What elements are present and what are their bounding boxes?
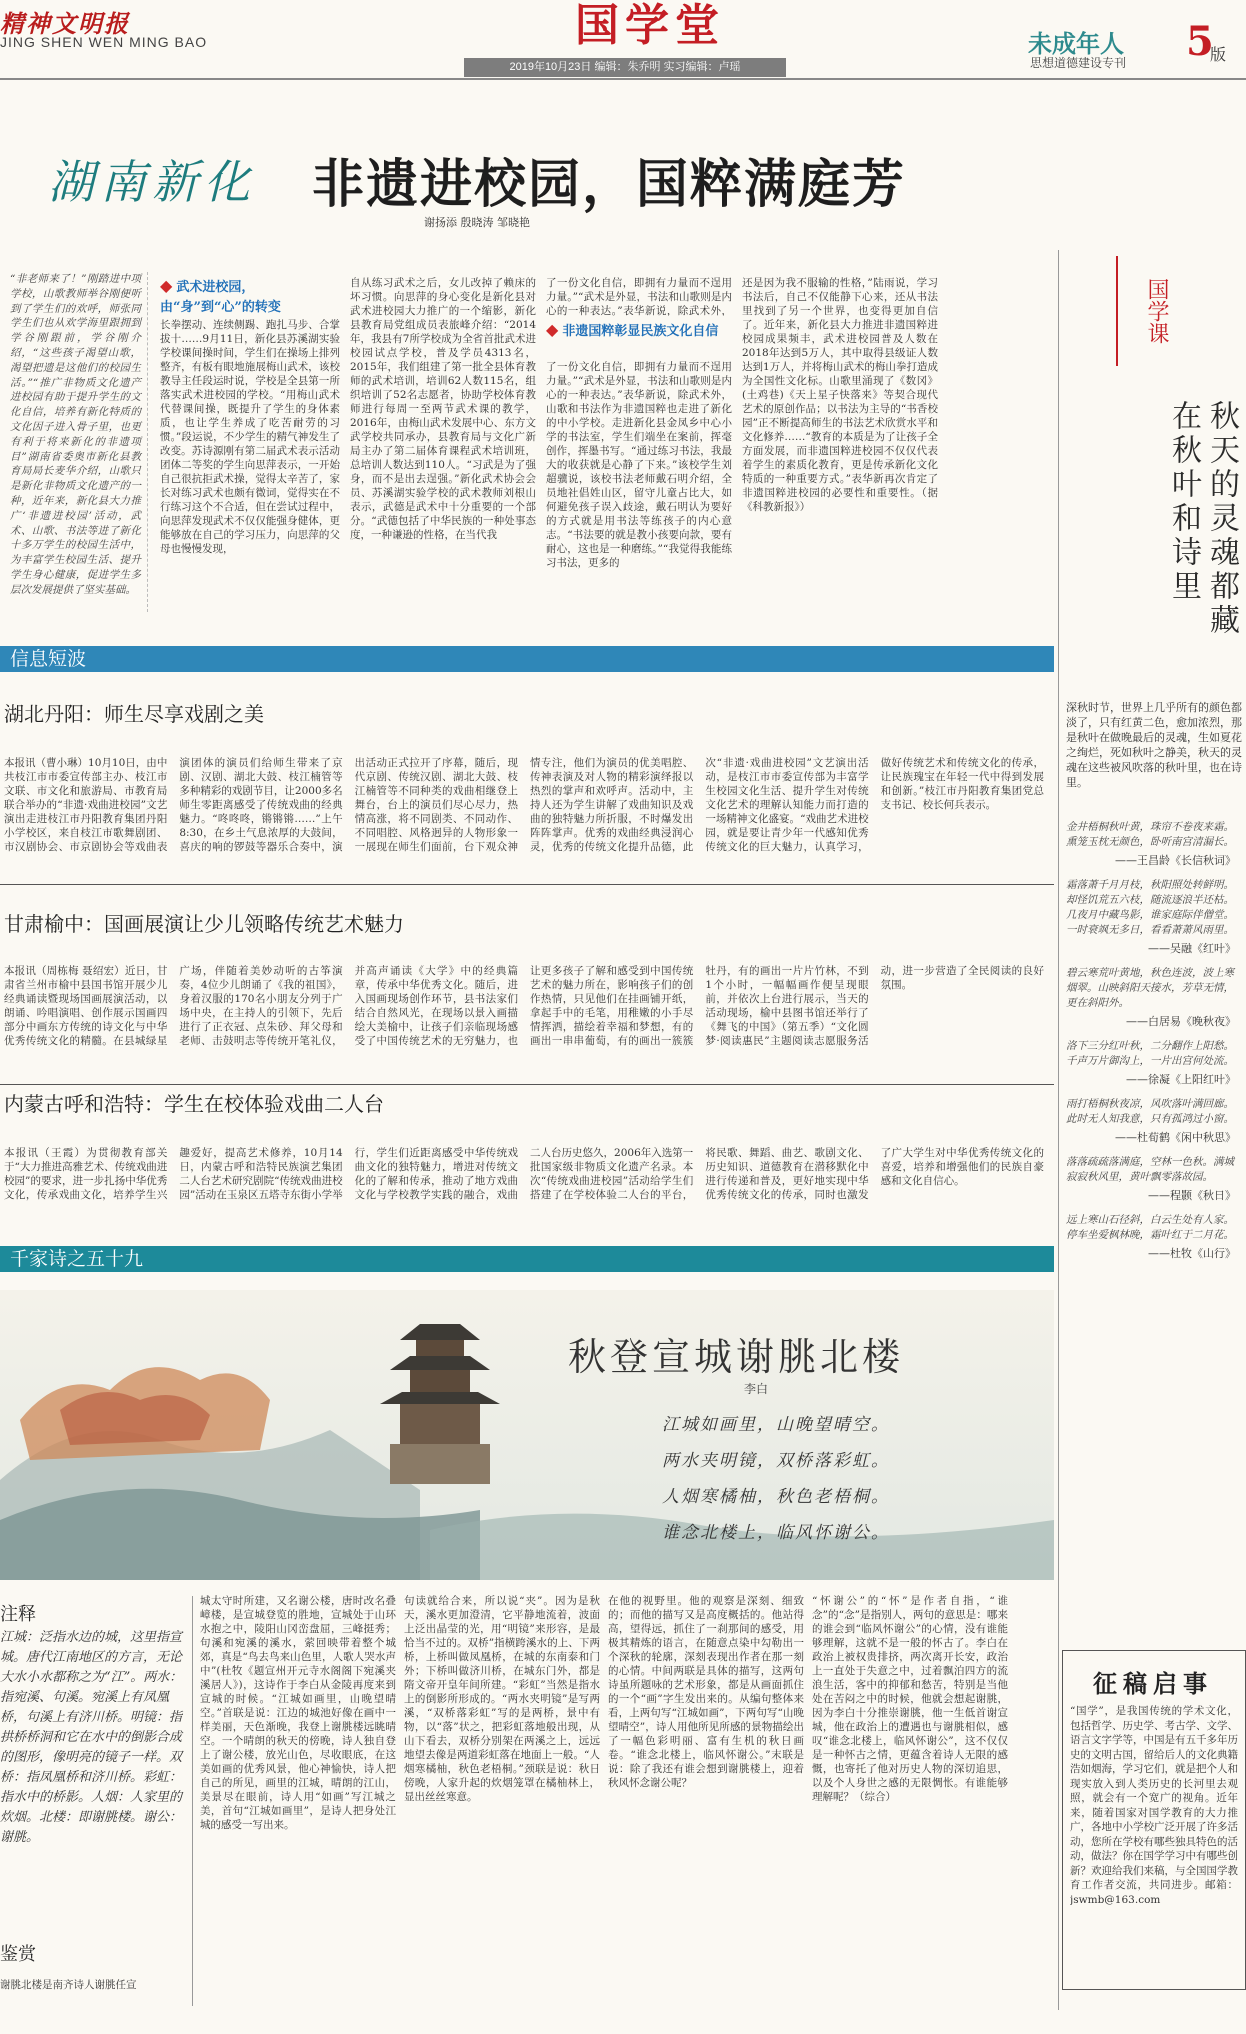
headline-main: 非遗进校园，国粹满庭芳 — [312, 154, 907, 215]
excerpt-item — [1066, 878, 1242, 956]
article-column-4: 还是因为我不服输的性格，”陆雨说，学习书法后，自己不仅能静下心来，还从书法里找到了另一个世界，也变得更加自信了。近年来，新化县大力推进非遗国粹进校园成果频丰，武术进校园普及人数在2018年达到5万人，其中取得县级证人数达到1万人，并将梅山武术的梅山拳打造成为全国性文化标。山歌里涌现了《数冈》(土鸡巷)《天上星子快落来》等契合现代艺术的原创作品；以书法为主导的“书香校园”正不断提高师生的书法艺术欣赏水平和文化修养……“教育的本质是为了让孩子全方面发展，而非遗国粹进校园不仅仅代表着学生的素质化教育，更是传承新化文化特质的一种重要方式。”表华新再次肯定了非遗国粹进校园的必要性和重要性。（据《科教新报》） — [742, 277, 938, 513]
call-for-papers-body: “国学”，是我国传统的学术文化，包括哲学、历史学、考古学、文学、语言文字学等，中国是有五千多年历史的文明古国，留给后人的文化典籍浩如烟海，学习它们，就是把个人和现实放入到人类历史的长河里去观照，就会有一个宽广的视角。近年来，随着国家对国学教育的大力推广，各地中小学校广泛开展了许多活动，您所在学校有哪些独具特色的活动，做法？你在国学学习中有哪些创新？欢迎给我们来稿，与全国国学教育工作者交流，共同进步。邮箱：jswmb@163.com — [1070, 1705, 1238, 1906]
news-title-gansu: 甘肃榆中：国画展演让少儿领略传统艺术魅力 — [4, 912, 404, 936]
news-body-gansu: 本报讯（周栋梅 聂绍宏）近日，甘肃省兰州市榆中县国书馆开展少儿经典诵读暨现场国画展演活动，以朗诵、吟唱演唱、创作展示国画四部分中画东方传统的诗文化与中华优秀传统文化的精髓。在县城绿星广场，伴随着美妙动听的古筝演奏，4位少儿朗诵了《我的祖国》，身着汉服的170名小朋友分列于广场中央，在主持人的引领下，先后进行了正衣冠、点朱砂、拜父母和老师、击鼓明志等传统开笔礼仪，并高声诵读《大学》中的经典篇章，传承中华优秀文化。随后，进入国画现场创作环节，县书法家们结合自然风光，在现场以景入画描绘大美榆中，让孩子们亲临现场感受了中国传统艺术的无穷魅力，也让更多孩子了解和感受到中国传统艺术的魅力所在，影响孩子们的创作热情，只见他们在挂画铺开纸，拿起手中的毛笔，用稚嫩的小手尽情挥洒，描绘着幸福和梦想，有的画出一串串葡萄，有的画出一簇簇牡丹，有的画出一片片竹林，不到1个小时，一幅幅画作便呈现眼前，并依次上台进行展示，当天的活动现场，榆中县图书馆还举行了《舞飞的中国》（第五季）“文化圆梦·阅读惠民”主题阅读志愿服务活动，进一步营造了全民阅读的良好氛围。 — [4, 965, 1044, 1047]
subhead-wushu — [160, 276, 340, 316]
article-column-1: 长拳摆动、连续侧踢、跑扎马步、合掌拔十……9月11日，新化县苏溪湖实验学校课间操时间，学生们在操场上排列整齐，有板有眼地施展梅山武术，该校教导主任段运时说，学校是全县第一所落实武术进校园的学校。“用梅山武术代替课间操，既提升了学生的身体素质，也让学生养成了吃苦耐劳的习惯。”段运说，不少学生的精气神发生了改变。苏诗源刚有第二届武术表示活动团体二等奖的学生向思萍表示，一开始自己很抗拒武术操，觉得太辛苦了，家长对练习武术也颇有微词，觉得实在不行练习这个不合适，但在尝试过程中，向思萍发现武术不仅仅能强身健体，更能够放在自己的学习压力，向思萍的父母也慢慢发现， — [160, 319, 340, 555]
poem-line: 江城如画里，山晚望晴空。 — [662, 1415, 890, 1435]
notes-heading: 注释 — [0, 1604, 36, 1625]
news-title-hubei: 湖北丹阳：师生尽享戏剧之美 — [4, 702, 264, 726]
headline-location: 湖南新化 — [48, 155, 256, 209]
excerpt-source: ——程颢《秋日》 — [1148, 1189, 1236, 1202]
byline: 谢扬添 殷晓涛 邹晓艳 — [424, 216, 530, 229]
excerpt-item — [1066, 966, 1242, 1029]
page-number: 5 — [1186, 18, 1214, 65]
news-body-hubei: 本报讯（曹小琳）10月10日，由中共枝江市市委宣传部主办、枝江市文联、市文化和旅游局、市教育局联合举办的“非遗·戏曲进校园”文艺演出走进枝江市丹阳教育集团丹阳小学校区，来自枝江市歌舞剧团、市汉剧协会、市京剧协会等戏曲表演团体的演员们给师生带来了京剧、汉剧、湖北大鼓、枝江楠管等多种精彩的戏剧节目，让2000多名师生零距离感受了传统戏曲的经典魅力。“咚咚咚，锵锵锵……”上午8:30，在乡土气息浓厚的大鼓间，喜庆的响的锣鼓等器乐合奏中，演出活动正式拉开了序幕，随后，现代京剧、传统汉剧、湖北大鼓、枝江楠管等不同种类的戏曲相继登上舞台，台上的演员们尽心尽力，热情高涨，将不同剧类、不同动作、不同唱腔、风格迥异的人物形象一一展现在师生们面前，台下观众神情专注，他们为演员的优美唱腔、传神表演及对人物的精彩演绎报以热烈的掌声和欢呼声。活动中，主持人还为学生讲解了戏曲知识及戏曲的独特魅力所折服，不时爆发出阵阵掌声。优秀的戏曲经典浸润心灵，优秀的传统文化提升品德，此次“非遗·戏曲进校园”文艺演出活动，是枝江市市委宣传部为丰富学生校园文化生活、提升学生对传统文化艺术的理解认知能力而打造的一场精神文化盛宴。“戏曲艺术进校园，就是要让青少年一代感知优秀传统文化的巨大魅力，认真学习，做好传统艺术和传统文化的传承，让民族瑰宝在年轻一代中得到发展和创新。”枝江市丹阳教育集团党总支书记、校长何兵表示。 — [4, 757, 1044, 853]
column-divider — [192, 1596, 193, 2006]
appreciation-heading: 鉴赏 — [0, 1944, 36, 1965]
poem-line: 两水夹明镜，双桥落彩虹。 — [662, 1451, 890, 1471]
excerpt-source: ——白居易《晚秋夜》 — [1126, 1015, 1236, 1028]
excerpt-text: 金井梧桐秋叶黄，珠帘不卷夜来霜。熏笼玉枕无颜色，卧听南宫清漏长。 — [1066, 821, 1234, 848]
divider — [0, 884, 1054, 885]
excerpt-source: ——杜牧《山行》 — [1148, 1247, 1236, 1260]
poem-line: 人烟寒橘柚，秋色老梧桐。 — [662, 1487, 890, 1507]
excerpt-text: 远上寒山石径斜，白云生处有人家。停车坐爱枫林晚，霜叶红于二月花。 — [1066, 1214, 1234, 1241]
guoxueke-badge: 国学课 — [1116, 256, 1168, 366]
excerpt-text: 碧云寒荒叶黄地，秋色连波，波上寒烟翠。山映斜阳天接水，芳草无情，更在斜阳外。 — [1066, 967, 1234, 1009]
news-body-neimeng: 本报讯（王霞）为贯彻教育部关于“大力推进高雅艺术、传统戏曲进校园”的要求，进一步扎扬中华优秀文化，传承戏曲文化，培养学生兴趣爱好，提高艺术修养，10月14日，内蒙古呼和浩特民族演艺集团二人台艺术研究剧院“传统戏曲进校园”活动在玉泉区五塔寺东街小学举行，学生们近距离感受中华传统戏曲文化的独特魅力，增进对传统文化的了解和传承，推动了地方戏曲文化与学校教学实践的融合，戏曲二人台历史悠久，2006年入选第一批国家级非物质文化遗产名录。本次“传统戏曲进校园”活动给学生们搭建了在学校体验二人台的平台，将民歌、舞蹈、曲艺、歌剧文化、历史知识、道德教育在潜移默化中进行传递和普及，更好地实现中华优秀传统文化的传承，同时也激发了广大学生对中华优秀传统文化的喜爱，培养和增强他们的民族自豪感和文化自信心。 — [4, 1147, 1044, 1201]
appreciation-column-4: “怀谢公”的“怀”是作者自指，“谁念”的“念”是指别人，两句的意思是：哪来的谁会到“临风怀谢公”的心情，没有谁能够理解，这就不是一般的怀古了。李白在政治上被权贵排挤，两次离开长安，政治上一直处于失意之中，过着飘泊四方的流浪生活，客中的抑郁和愁苦，特别是当他处在苦闷之中的时候，他就会想起谢朓，因为李白十分推崇谢朓，他一生低首谢宣城，他在政治上的遭遇也与谢朓相似，感叹“谁念北楼上，临风怀谢公”，这不仅仅是一种怀古之情，更蕴含着诗人无限的感慨，也寄托了他对历史人物的深切追思，以及个人身世之感的无限惆怅。有谁能够理解呢？（综合） — [812, 1595, 1008, 1803]
article-column-2: 自从练习武术之后，女儿改掉了赖床的坏习惯。向思萍的身心变化是新化县对武术进校园大力推广的一个缩影，新化县教育局党组成员表旅峰介绍：“2014年，我县有7所学校成为全省首批武术进校园试点学校，普及学员4313名，2015年，我们组建了第一批全县体育教师的武术培训，培训62人数115名，组织培训了52名志愿者，协助学校体育教师进行每周一至两节武术课的教学，2016年，由梅山武术发展中心、东方文武学校共同承办，县教育局与文化广新局主办了第二届体育课程武术培训班，总培训人数达到110人。“习武是为了强身，而不是出去逞强。”新化武术协会会员、苏溪湖实验学校的武术教师刘根山表示，武德是武术中十分重要的一个部分。“武德包括了中华民族的一种处事态度，一种谦逊的性格，在当代我 — [350, 277, 536, 541]
page-label: 版 — [1210, 45, 1227, 64]
right-vertical-title: 秋天的灵魂都藏在秋叶和诗里 — [1166, 400, 1239, 638]
article-column-3a: 了一份文化自信，即拥有力量而不逞用力量。”“武术是外显，书法和山歌则是内心的一种表达。”表华新说，除武术外， — [546, 277, 732, 316]
excerpt-item — [1066, 1155, 1242, 1203]
right-column-divider — [1058, 250, 1059, 2010]
article-column-3: 了一份文化自信，即拥有力量而不逞用力量。”“武术是外显，书法和山歌则是内心的一种表达。”表华新说，除武术外，山歌和书法作为非遗国粹也走进了新化的中小学校。走进新化县金凤乡中心小学的书法室，学生们端坐在案前，挥毫创作，挥墨书写。“通过练习书法，我最大的收获就是心静了下来。”该校学生刘超骥说，该校书法老师戴石明介绍，全员地社倡姓山区，留守儿童占比大，如何避免孩子误入歧途，戴石明认为要好的方式就是用书法等练孩子的内心意志。“书法要的就是教小孩要向款，要有耐心，这也是一种磨练。”“我觉得我能练习书法，更多的 — [546, 361, 732, 569]
appreciation-start: 谢朓北楼是南齐诗人谢朓任宣 — [0, 1979, 137, 1991]
excerpt-text: 落落疏疏落满庭，空林一色秋。满城寂寂秋风里，黄叶飘零落故园。 — [1066, 1156, 1234, 1183]
excerpt-source: ——吴融《红叶》 — [1148, 942, 1236, 955]
excerpt-item — [1066, 1039, 1242, 1087]
divider — [0, 1084, 1054, 1085]
diamond-icon: ◆ — [160, 276, 173, 295]
excerpt-item — [1066, 1213, 1242, 1261]
newspaper-name: 精神文明报 — [0, 9, 130, 38]
newspaper-pinyin: JING SHEN WEN MING BAO — [0, 34, 208, 50]
appreciation-column-3: 在他的视野里。他的观察是深刻、细致的；而他的描写又是高度概括的。他站得高，望得远，抓住了一刹那间的感受，用极其精炼的语言，在随意点染中勾勒出一个深秋的轮廓，深刻表现出作者在那一刻的心情。中间两联是具体的描写，这两句诗虽所题咏的艺术形象，都是从画面抓住的一个“画”字生发出来的。从编句整体来看，上两句写“江城如画”，下两句写“山晚望晴空”，诗人用他所见所感的景物描绘出了一幅色彩明丽、富有生机的秋日画卷。“谁念北楼上，临风怀谢公。”末联是说：除了我还有谁会想到谢朓楼上，迎着秋风怀念谢公呢？ — [608, 1595, 804, 1789]
excerpt-item — [1066, 820, 1242, 868]
excerpt-text: 雨打梧桐秋夜凉，风吹落叶满回廊。此时无人知我意，只有孤鸿过小窗。 — [1066, 1098, 1234, 1125]
call-for-papers-title: 征稿启事 — [1093, 1669, 1213, 1698]
right-intro: 深秋时节，世界上几乎所有的颜色都淡了，只有红黄二色，愈加浓烈，那是秋叶在做晚最后的灵魂，生如夏花之绚烂，死如秋叶之静美，秋天的灵魂在这些被风吹落的秋叶里，也在诗里。 — [1066, 701, 1242, 789]
excerpt-item — [1066, 1097, 1242, 1145]
lead-quote-sidebar: “非老师来了！”刚踏进中项学校，山歌教师举谷刚便听到了学生们的欢呼，师张同学生们也从欢学海里跟拥到学谷刚跟前，学谷刚介绍，“这些孩子渴望山歌，渴望把遗是这他们的校园生活。”“推广非物质文化遗产进校园有助于提升学生的文化自信，培养有新化特质的文化因子进入骨子里，也更有利于将来新化的非遗项目”湖南省委奥市新化县教育局局长麦华介绍，山歌只是新化非物质文化遗产的一种，近年来，新化县大力推广‘非遗进校园’活动，武术、山歌、书法等进了新化十多万学生的校园生活中，为丰富学生校园生活、提升学生身心健康，促进学生多层次发展提供了坚实基础。 — [10, 272, 148, 612]
masthead-rule — [0, 78, 1246, 80]
excerpt-source: ——杜荀鹤《闲中秋思》 — [1115, 1131, 1236, 1144]
news-title-neimeng: 内蒙古呼和浩特：学生在校体验戏曲二人台 — [4, 1092, 384, 1116]
section-subtitle: 思想道德建设专刊 — [1030, 56, 1127, 70]
poem-line: 谁念北楼上，临风怀谢公。 — [662, 1523, 890, 1543]
column-brand: 国学堂 — [575, 0, 725, 51]
dateline: 2019年10月23日 编辑：朱乔明 实习编辑：卢瑶 — [464, 58, 786, 77]
subhead-text: 非遗国粹彰显民族文化自信 — [562, 324, 719, 339]
excerpt-source: ——徐凝《上阳红叶》 — [1126, 1073, 1236, 1086]
excerpt-text: 洛下三分红叶秋，二分翻作上阳愁。千声万片御沟上，一片出宫何处流。 — [1066, 1040, 1234, 1067]
excerpt-source: ——王昌龄《长信秋词》 — [1115, 854, 1236, 867]
poem-author: 李白 — [744, 1382, 769, 1396]
subhead-text: 武术进校园，由“身”到“心”的转变 — [160, 280, 281, 315]
poem-title: 秋登宣城谢朓北楼 — [568, 1335, 905, 1379]
diamond-icon: ◆ — [546, 320, 559, 339]
section-title: 未成年人 — [1028, 29, 1124, 58]
subhead-guocui — [546, 320, 732, 340]
section-bar-poem: 千家诗之五十九 — [0, 1246, 1054, 1272]
poem-excerpts — [1066, 820, 1242, 1640]
excerpt-text: 霜落萧千月月枝，秋阳照处转鲜明。却怪饥荒五六枝，随流逐浪半还枯。几夜月中藏鸟影，谁家庭际伴僧堂。一时衰飒无多日，看看萧萧风雨里。 — [1066, 879, 1234, 936]
notes-body: 江城：泛指水边的城，这里指宣城。唐代江南地区的方言，无论大水小水都称之为“江”。两水：指宛溪、句溪。宛溪上有凤凰桥，句溪上有济川桥。明镜：指拱桥桥洞和它在水中的倒影合成的图形，像明亮的镜子一样。双桥：指凤凰桥和济川桥。彩虹：指水中的桥影。人烟：人家里的炊烟。北楼：即谢朓楼。谢公：谢朓。 — [0, 1630, 183, 1845]
section-bar-news: 信息短波 — [0, 646, 1054, 672]
appreciation-column-1: 城太守时所建，又名谢公楼，唐时改名叠嶂楼，是宣城登览的胜地，宣城处于山环水抱之中，陵阳山冈峦盘屈，三峰挺秀；句溪和宛溪的溪水，萦回映带着整个城郊，真是“鸟去鸟来山色里，人歌人哭水声中”(杜牧《题宣州开元寺水阁阁下宛溪夹溪居人》)，这诗作于李白从金陵再度来到宣城的时候。“江城如画里，山晚望晴空。”首联是说：江边的城池好像在画中一样美丽，天色渐晚，我登上谢朓楼远眺晴空。一个晴朗的秋天的傍晚，诗人独自登上了谢公楼，放光山色，尽收眼底，在这美如画的优秀风景，他心神愉快，诗人把自己的所见，画里的江城，晴朗的江山，美景尽在眼前，诗人用“如画”写江城之美，首句“江城如画里”，是诗人把身处江城的感受一写出来。 — [200, 1595, 396, 1831]
appreciation-column-2: 句读就给合来，所以说“夹”。因为是秋天，溪水更加澄清，它平静地流着，波面上泛出晶莹的光，用“明镜”来形容，是最恰当不过的。双桥”指横跨溪水的上、下两桥，上桥叫做凤凰桥，在城的东南泰和门外；下桥叫做济川桥，在城东门外，都是隋文帝开皇年间所建。“彩虹”当然是指水上的倒影所形成的。“两水夹明镜”是写两溪，“双桥落彩虹”写的是两桥，景中有物，以“落”状之，把彩虹落地般出现，从山下看去，双桥分别架在两溪之上，远远地望去像是两道彩虹落在地面上一般。“人烟寒橘柚，秋色老梧桐。”颈联是说：秋日傍晚，人家升起的炊烟笼罩在橘柚林上，显出丝丝寒意。 — [404, 1595, 600, 1803]
